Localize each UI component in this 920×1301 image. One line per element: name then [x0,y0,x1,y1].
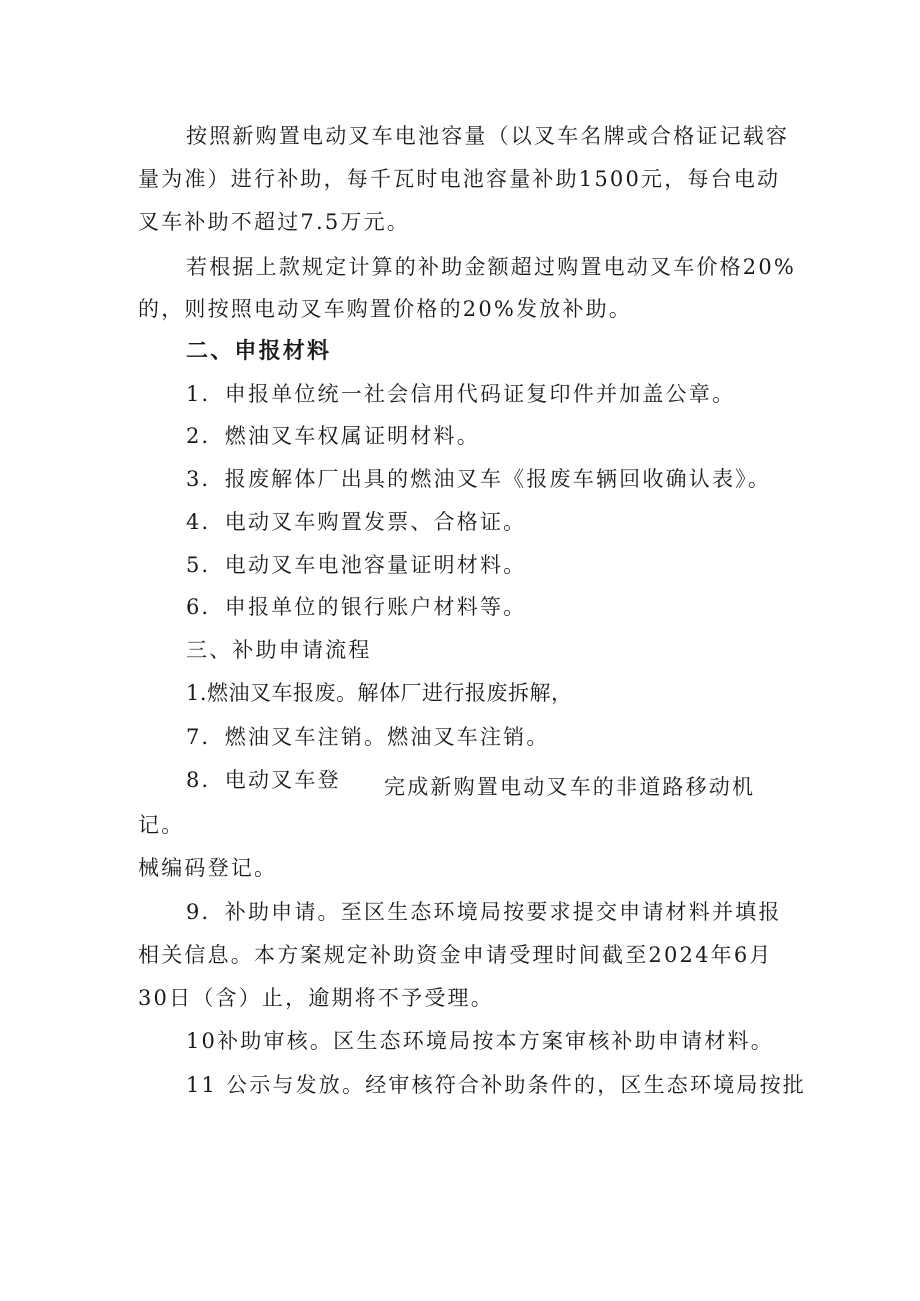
paragraph-line: 若根据上款规定计算的补助金额超过购置电动叉车价格20% [186,255,797,279]
list-item: 3．报废解体厂出具的燃油叉车《报废车辆回收确认表》。 [186,467,772,491]
process-step: 10补助审核。区生态环境局按本方案审核补助申请材料。 [186,1029,774,1053]
process-step: 8．电动叉车登 [186,768,341,792]
paragraph-line: 叉车补助不超过7.5万元。 [138,210,410,234]
section-heading-application-materials: 二、申报材料 [186,339,332,364]
process-step: 11 公示与发放。经审核符合补助条件的，区生态环境局按批 [186,1073,806,1097]
section-heading-application-process: 三、补助申请流程 [186,638,372,662]
process-step: 7．燃油叉车注销。燃油叉车注销。 [186,725,550,749]
process-step: 9．补助申请。至区生态环境局按要求提交申请材料并填报 [186,900,782,924]
process-step-continuation: 完成新购置电动叉车的非道路移动机 [384,775,756,799]
process-step: 1.燃油叉车报废。解体厂进行报废拆解， [186,681,573,705]
list-item: 6．申报单位的银行账户材料等。 [186,595,527,619]
process-step-continuation: 记。 [138,813,185,837]
list-item: 1．申报单位统一社会信用代码证复印件并加盖公章。 [186,382,736,406]
process-step-continuation: 30日（含）止，逾期将不予受理。 [138,986,494,1010]
list-item: 2．燃油叉车权属证明材料。 [186,424,480,448]
process-step-continuation: 械编码登记。 [138,856,278,880]
paragraph-line: 量为准）进行补助，每千瓦时电池容量补助1500元，每台电动 [138,167,781,191]
paragraph-line: 按照新购置电动叉车电池容量（以叉车名牌或合格证记载容 [186,124,790,148]
list-item: 4．电动叉车购置发票、合格证。 [186,510,527,534]
process-step-continuation: 相关信息。本方案规定补助资金申请受理时间截至2024年6月 [138,943,773,967]
list-item: 5．电动叉车电池容量证明材料。 [186,553,527,577]
paragraph-line: 的，则按照电动叉车购置价格的20%发放补助。 [138,297,633,321]
